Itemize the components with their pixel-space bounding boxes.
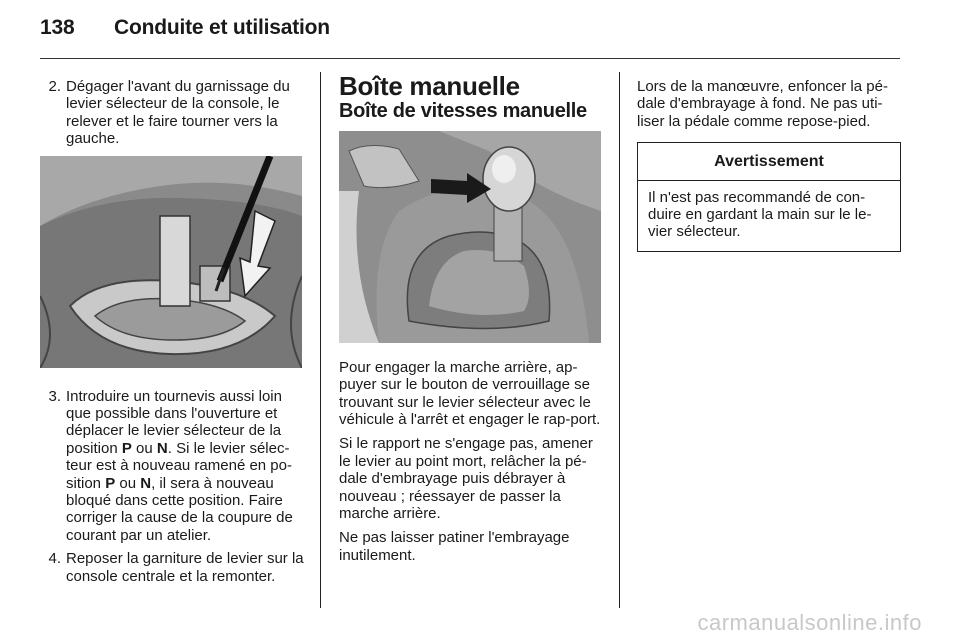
section-heading: Boîte manuelle (339, 71, 520, 101)
section-subheading: Boîte de vitesses manuelle (339, 100, 587, 123)
column-middle (339, 72, 603, 571)
console-screwdriver-drawing (40, 156, 302, 368)
step-number: 4. (48, 550, 61, 568)
header-rule (40, 58, 900, 59)
page-title: Conduite et utilisation (114, 16, 330, 39)
step-4 (40, 550, 304, 585)
position-p: P (121, 439, 132, 457)
column-divider-left (320, 72, 321, 608)
step-text-part: Introduire un tournevis aussi loin que possible dans l'ouverture et déplacer le levier sélecteur de la position (66, 387, 282, 457)
clutch-slip-paragraph: Ne pas laisser patiner l'embrayage inutilement. (339, 529, 570, 564)
warning-title: Avertissement (638, 143, 900, 180)
page-header (40, 16, 330, 40)
position-n: N (140, 474, 152, 492)
page-number: 138 (40, 16, 75, 39)
step-text-part: ou (131, 439, 157, 457)
step-3 (40, 388, 304, 545)
reverse-gear-paragraph: Pour engager la marche arrière, ap-puyer sur le bouton de verrouillage se trouvant sur le levier sélecteur avec le véhicule à l'arrêt et engager le rap-port. (339, 358, 601, 429)
step-text-part: , il sera à nouveau bloqué dans cette position. Faire corriger la cause de la coupure de courant par un atelier. (66, 474, 293, 544)
step-number: 2. (48, 78, 61, 95)
step-text: Reposer la garniture de levier sur la console centrale et la remonter. (66, 550, 304, 585)
gear-knob-illustration (339, 131, 601, 343)
step-text: Dégager l'avant du garnissage du levier sélecteur de la console, le relever et le faire tourner vers la gauche. (66, 78, 290, 148)
step-text-part: . Si le levier sélec-teur est à nouveau ramené en po-sition (66, 439, 292, 492)
clutch-pedal-paragraph: Lors de la manœuvre, enfoncer la pé-dale d'embrayage à fond. Ne pas uti-liser la pédale comme repose-pied. (637, 78, 888, 130)
column-divider-right (619, 72, 620, 608)
warning-box (637, 142, 901, 252)
shift-lever-console-illustration (40, 156, 302, 368)
step-text-part: ou (115, 474, 141, 492)
gear-not-engaging-paragraph: Si le rapport ne s'engage pas, amener le levier au point mort, relâcher la pé-dale d'embrayage puis débrayer à nouveau ; réessayer de passer la marche arrière. (339, 435, 593, 523)
column-left (40, 78, 304, 591)
gear-knob-drawing (339, 131, 601, 343)
warning-text: Il n'est pas recommandé de con-duire en gardant la main sur le le-vier sélecteur. (648, 188, 872, 241)
position-p: P (105, 474, 116, 492)
position-n: N (156, 439, 168, 457)
step-2 (40, 78, 304, 148)
column-right (637, 78, 901, 252)
watermark: carmanualsonline.info (697, 610, 922, 635)
step-number: 3. (48, 387, 61, 405)
step-text (66, 388, 304, 545)
